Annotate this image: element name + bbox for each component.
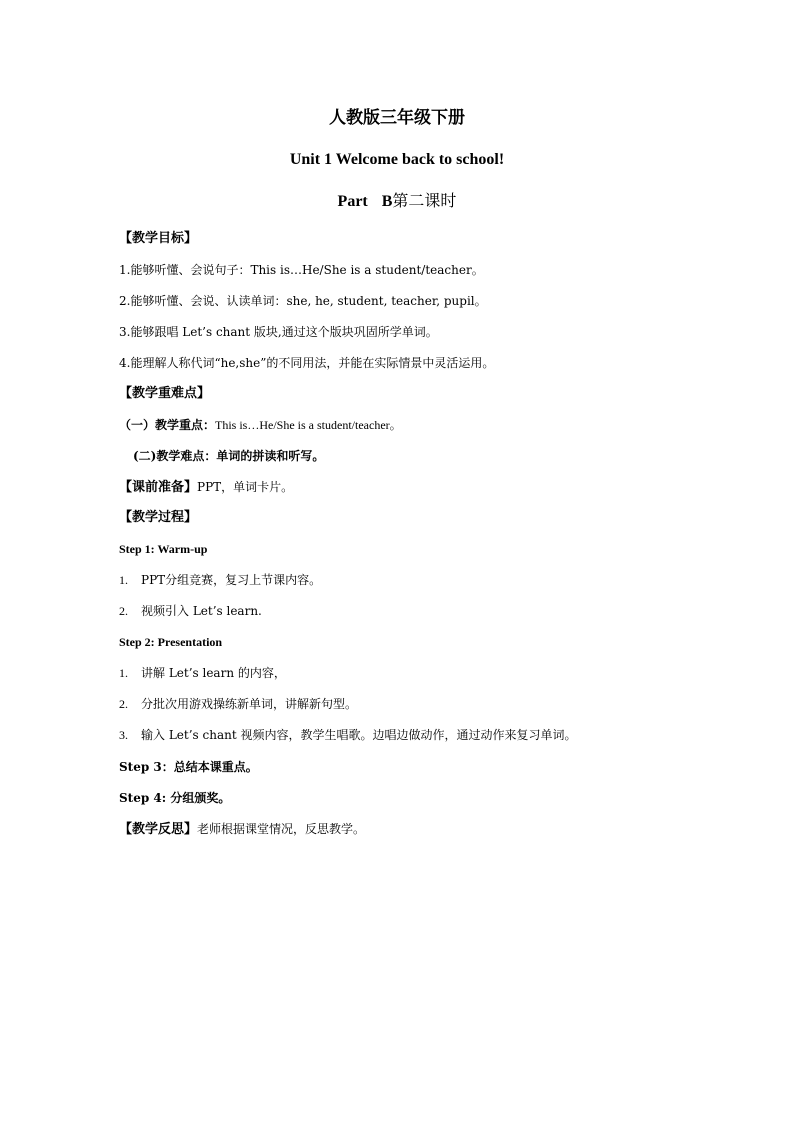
part-letter: B [381, 193, 393, 210]
part-title [0, 191, 794, 212]
reflection-heading: 【教学反思】 [119, 822, 198, 837]
key-point-1-label: （一）教学重点： [119, 418, 216, 432]
process-heading: 【教学过程】 [119, 510, 198, 525]
step1-item-2: 2. 视频引入 Let’s learn. [119, 604, 262, 618]
preparation [119, 479, 293, 496]
key-point-2: (二)教学难点：单词的拼读和听写。 [133, 449, 325, 463]
objectives-heading: 【教学目标】 [119, 231, 198, 246]
objective-item-2: 2.能够听懂、会说、认读单词：she, he, student, teacher, pupil。 [119, 294, 487, 308]
step1-title: Step 1: Warm-up [119, 542, 208, 556]
preparation-heading: 【课前准备】 [119, 480, 198, 495]
part-suffix: 第二课时 [392, 191, 457, 210]
key-point-1-text: This is…He/She is a student/teacher。 [215, 418, 402, 432]
step2-item-1: 1. 讲解 Let’s learn 的内容， [119, 666, 286, 680]
key-point-1 [119, 417, 402, 433]
key-points-heading: 【教学重难点】 [119, 386, 211, 401]
step2-title: Step 2: Presentation [119, 635, 223, 649]
preparation-text: PPT，单词卡片。 [197, 480, 294, 494]
objective-item-3: 3.能够跟唱 Let’s chant 版块,通过这个版块巩固所学单词。 [119, 325, 438, 339]
step4-title: Step 4: 分组颁奖。 [119, 791, 231, 805]
part-label: Part [337, 193, 368, 210]
document-title: 人教版三年级下册 [329, 108, 465, 128]
step1-item-1: 1. PPT分组竞赛，复习上节课内容。 [119, 573, 322, 587]
step3-title: Step 3：总结本课重点。 [119, 760, 258, 774]
reflection-text: 老师根据课堂情况，反思教学。 [197, 822, 366, 836]
unit-title: Unit 1 Welcome back to school! [289, 151, 505, 168]
reflection [119, 821, 365, 838]
objective-item-4: 4.能理解人称代词“he,she”的不同用法，并能在实际情景中灵活运用。 [119, 356, 495, 370]
step2-item-2: 2. 分批次用游戏操练新单词，讲解新句型。 [119, 697, 358, 711]
objective-item-1: 1.能够听懂、会说句子：This is…He/She is a student/teacher。 [119, 263, 484, 277]
step2-item-3: 3. 输入 Let’s chant 视频内容，教学生唱歌。边唱边做动作，通过动作来复习单词。 [119, 728, 577, 742]
